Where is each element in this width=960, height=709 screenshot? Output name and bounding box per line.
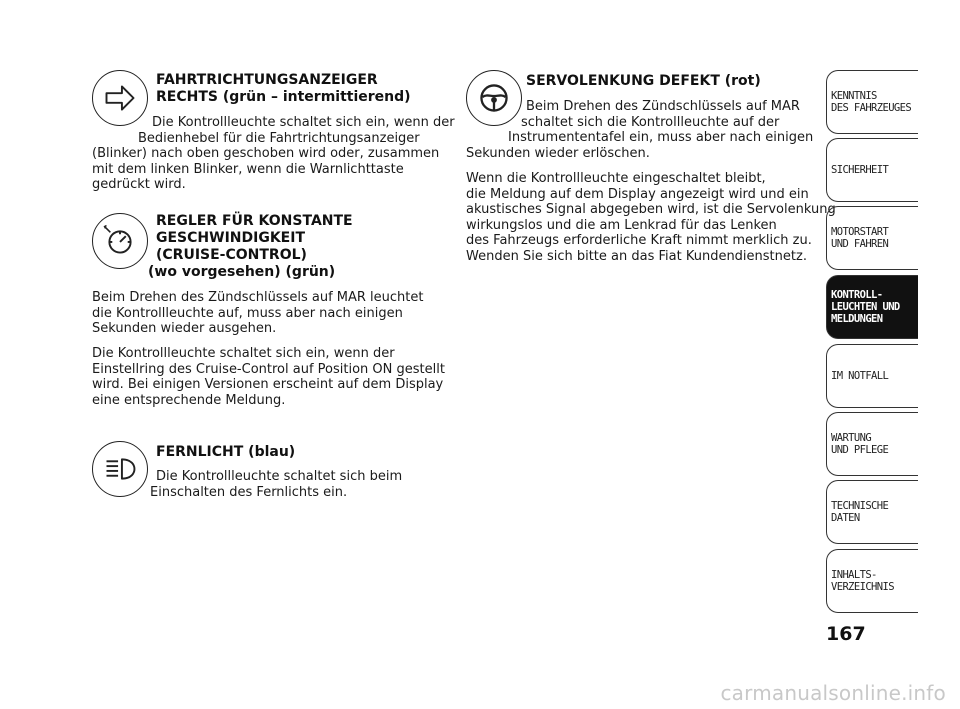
tab-kenntnis-des-fahrzeuges[interactable] xyxy=(826,70,918,134)
cruise-control-title-line: (wo vorgesehen) (grün) xyxy=(148,264,336,280)
text-line: wird. Bei einigen Versionen erscheint auf dem Display xyxy=(92,377,444,392)
tab-label: VERZEICHNIS xyxy=(831,581,894,593)
tab-technische-daten[interactable] xyxy=(826,480,918,544)
text-line: (Blinker) nach oben geschoben wird oder, zusammen xyxy=(92,146,440,161)
tab-label: LEUCHTEN UND xyxy=(831,301,900,313)
high-beam-icon xyxy=(93,442,147,496)
power-steering-title-line: SERVOLENKUNG DEFEKT (rot) xyxy=(526,73,761,89)
text-line: Beim Drehen des Zündschlüssels auf MAR leuchtet xyxy=(92,290,424,305)
text-line: Einschalten des Fernlichts ein. xyxy=(150,484,348,500)
tab-label: INHALTS- xyxy=(831,569,877,581)
cruise-control-title-line: GESCHWINDIGKEIT xyxy=(156,230,305,246)
text-line: Sekunden wieder erlöschen. xyxy=(466,145,650,161)
tab-wartung-und-pflege[interactable] xyxy=(826,412,918,476)
cruise-control-text-1 xyxy=(92,290,423,337)
tab-label: DATEN xyxy=(831,512,860,524)
text-line: Die Kontrollleuchte schaltet sich ein, wenn der xyxy=(92,346,395,361)
tab-inhaltsverzeichnis[interactable] xyxy=(826,549,918,613)
tab-label: DES FAHRZEUGES xyxy=(831,102,912,114)
tab-label: MOTORSTART xyxy=(831,226,889,238)
text-line: akustisches Signal abgegeben wird, ist die Servolenkung xyxy=(466,202,836,217)
speedometer-icon xyxy=(93,214,147,268)
text-line: eine entsprechende Meldung. xyxy=(92,392,286,408)
cruise-control-title xyxy=(148,213,353,281)
text-line: schaltet sich die Kontrollleuchte auf der xyxy=(521,114,780,130)
tab-label: TECHNISCHE xyxy=(831,500,889,512)
text-line: Beim Drehen des Zündschlüssels auf MAR xyxy=(526,99,800,114)
turn-signal-title xyxy=(156,72,411,106)
cruise-control-text-2 xyxy=(92,346,445,408)
tab-label: UND PFLEGE xyxy=(831,444,889,456)
tab-label: UND FAHREN xyxy=(831,238,889,250)
high-beam-indicator-icon xyxy=(92,441,148,497)
text-line: Wenden Sie sich bitte an das Fiat Kundendienstnetz. xyxy=(466,248,807,264)
text-line: wirkungslos und die am Lenkrad für das Lenken xyxy=(466,217,777,233)
text-line: des Fahrzeugs erforderliche Kraft nimmt merklich zu. xyxy=(466,233,812,248)
text-line: die Meldung auf dem Display angezeigt wird und ein xyxy=(466,186,809,202)
turn-signal-title-line: RECHTS (grün – intermittierend) xyxy=(156,89,411,105)
text-line: Wenn die Kontrollleuchte eingeschaltet bleibt, xyxy=(466,171,766,186)
page-number: 167 xyxy=(826,623,866,645)
turn-signal-text xyxy=(92,115,455,193)
text-line: mit dem linken Blinker, wenn die Warnlichttaste xyxy=(92,161,404,177)
turn-signal-title-line: FAHRTRICHTUNGSANZEIGER xyxy=(156,72,378,88)
text-line: Einstellring des Cruise-Control auf Position ON gestellt xyxy=(92,361,445,377)
text-line: Sekunden wieder ausgehen. xyxy=(92,321,277,336)
tab-sicherheit[interactable] xyxy=(826,138,918,202)
watermark: carmanualsonline.info xyxy=(720,681,946,705)
cruise-control-title-line: (CRUISE-CONTROL) xyxy=(156,247,307,263)
high-beam-title xyxy=(156,444,295,461)
tab-label: SICHERHEIT xyxy=(831,164,889,176)
text-line: die Kontrollleuchte auf, muss aber nach einigen xyxy=(92,305,403,321)
tab-label: KONTROLL- xyxy=(831,289,883,301)
cruise-control-icon xyxy=(92,213,148,269)
tab-label: KENNTNIS xyxy=(831,90,877,102)
tab-motorstart-und-fahren[interactable] xyxy=(826,206,918,270)
power-steering-title xyxy=(526,73,761,90)
tab-label: WARTUNG xyxy=(831,432,872,444)
tab-kontrollleuchten-und-meldungen[interactable] xyxy=(826,275,918,339)
high-beam-text xyxy=(150,469,402,500)
text-line: Die Kontrollleuchte schaltet sich ein, wenn der xyxy=(152,115,455,130)
power-steering-text-1 xyxy=(466,99,813,161)
cruise-control-title-line: REGLER FÜR KONSTANTE xyxy=(156,213,353,229)
tab-label: IM NOTFALL xyxy=(831,370,889,382)
power-steering-text-2 xyxy=(466,171,836,264)
tab-im-notfall[interactable] xyxy=(826,344,918,408)
text-line: gedrückt wird. xyxy=(92,177,186,192)
text-line: Instrumententafel ein, muss aber nach einigen xyxy=(508,130,814,145)
tab-label: MELDUNGEN xyxy=(831,313,883,325)
text-line: Die Kontrollleuchte schaltet sich beim xyxy=(156,469,403,484)
high-beam-title-line: FERNLICHT (blau) xyxy=(156,444,296,460)
text-line: Bedienhebel für die Fahrtrichtungsanzeiger xyxy=(138,130,420,146)
